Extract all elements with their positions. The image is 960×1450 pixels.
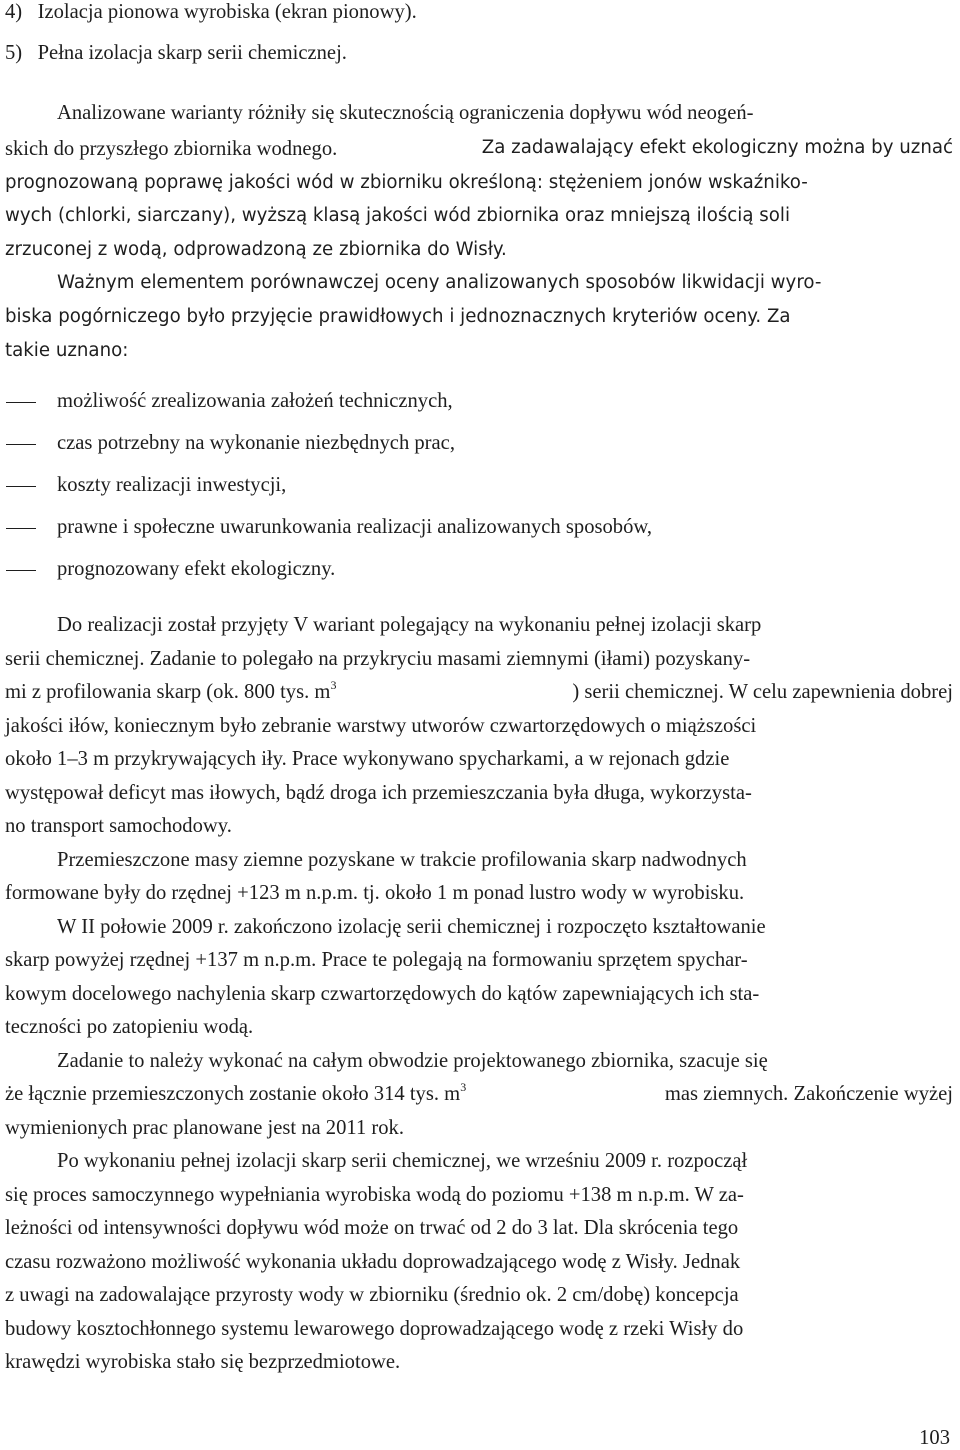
paragraph-line: serii chemicznej. Zadanie to polegało na przykryciu masami ziemnymi (iłami) pozyskany- <box>5 648 751 670</box>
paragraph-line: teczności po zatopieniu wodą. <box>5 1016 254 1038</box>
paragraph-line: takie uznano: <box>5 340 129 361</box>
paragraph-line: formowane były do rzędnej +123 m n.p.m. tj. około 1 m ponad lustro wody w wyrobisku. <box>5 882 745 904</box>
paragraph-line: występował deficyt mas iłowych, bądź droga ich przemieszczania była długa, wykorzysta- <box>5 782 752 804</box>
paragraph-line: Po wykonaniu pełnej izolacji skarp serii chemicznej, we wrześniu 2009 r. rozpoczął <box>57 1150 748 1172</box>
list-item-5: 5) Pełna izolacja skarp serii chemicznej. <box>5 42 347 64</box>
dash-bullet <box>6 486 36 487</box>
list-item-4: 4) Izolacja pionowa wyrobiska (ekran pionowy). <box>5 1 417 23</box>
criteria-item: prognozowany efekt ekologiczny. <box>57 558 336 580</box>
paragraph-line: skarp powyżej rzędnej +137 m n.p.m. Prace te polegają na formowaniu sprzętem spychar- <box>5 949 748 971</box>
paragraph-line: około 1–3 m przykrywających iły. Prace wykonywano spycharkami, a w rejonach gdzie <box>5 748 730 770</box>
paragraph-line: Przemieszczone masy ziemne pozyskane w trakcie profilowania skarp nadwodnych <box>57 849 747 871</box>
paragraph-line: biska pogórniczego było przyjęcie prawidłowych i jednoznacznych kryteriów oceny. Za <box>5 306 791 327</box>
paragraph-line: wymienionych prac planowane jest na 2011 rok. <box>5 1117 404 1139</box>
superscript: 3 <box>460 1080 467 1094</box>
criteria-item: prawne i społeczne uwarunkowania realizacji analizowanych sposobów, <box>57 516 653 538</box>
paragraph-line: Ważnym elementem porównawczej oceny analizowanych sposobów likwidacji wyro- <box>57 272 822 293</box>
paragraph-line: jakości iłów, koniecznym było zebranie warstwy utworów czwartorzędowych o miąższości <box>5 715 757 737</box>
superscript: 3 <box>330 678 337 692</box>
text-run: mi z profilowania skarp (ok. 800 tys. $m^3$ <box>5 678 337 703</box>
paragraph-line: kowym docelowego nachylenia skarp czwartorzędowych do kątów zapewniających ich sta- <box>5 983 760 1005</box>
paragraph-line: W II połowie 2009 r. zakończono izolację serii chemicznej i rozpoczęto kształtowanie <box>57 916 766 938</box>
paragraph-line: wych (chlorki, siarczany), wyższą klasą jakości wód zbiornika oraz mniejszą ilością soli <box>5 205 790 226</box>
dash-bullet <box>6 444 36 445</box>
paragraph-line: zrzuconej z wodą, odprowadzoną ze zbiornika do Wisły. <box>5 239 507 260</box>
text-run: ) serii chemicznej. W celu zapewnienia dobrej <box>572 681 953 703</box>
paragraph-line <box>5 1080 953 1105</box>
criteria-item: koszty realizacji inwestycji, <box>57 474 287 496</box>
paragraph-line: Do realizacji został przyjęty V wariant polegający na wykonaniu pełnej izolacji skarp <box>57 614 762 636</box>
text-run: skich do przyszłego zbiornika wodnego. <box>5 138 338 160</box>
paragraph-line <box>5 678 953 703</box>
text-run: Za zadawalający efekt ekologiczny można by uznać <box>481 137 953 158</box>
paragraph-line: budowy kosztochłonnego systemu lewarowego doprowadzającego wodę z rzeki Wisły do <box>5 1318 744 1340</box>
criteria-item: możliwość zrealizowania założeń technicznych, <box>57 390 453 412</box>
page-number: 103 <box>919 1427 950 1449</box>
paragraph-line: Analizowane warianty różniły się skutecznością ograniczenia dopływu wód neogeń- <box>57 102 754 124</box>
paragraph-line: się proces samoczynnego wypełniania wyrobiska wodą do poziomu +138 m n.p.m. W za- <box>5 1184 744 1206</box>
paragraph-line <box>5 139 953 160</box>
text-run: że łącznie przemieszczonych zostanie około 314 tys. $m^3$ <box>5 1080 467 1105</box>
paragraph-line: leżności od intensywności dopływu wód może on trwać od 2 do 3 lat. Dla skrócenia tego <box>5 1217 739 1239</box>
dash-bullet <box>6 528 36 529</box>
paragraph-line: z uwagi na zadowalające przyrosty wody w zbiorniku (średnio ok. 2 cm/dobę) koncepcja <box>5 1284 739 1306</box>
paragraph-line: no transport samochodowy. <box>5 815 232 837</box>
paragraph-line: krawędzi wyrobiska stało się bezprzedmiotowe. <box>5 1351 401 1373</box>
paragraph-line: prognozowaną poprawę jakości wód w zbiorniku określoną: stężeniem jonów wskaźniko- <box>5 172 808 193</box>
criteria-item: czas potrzebny na wykonanie niezbędnych prac, <box>57 432 455 454</box>
dash-bullet <box>6 570 36 571</box>
paragraph-line: czasu rozważono możliwość wykonania układu doprowadzającego wodę z Wisły. Jednak <box>5 1251 741 1273</box>
paragraph-line: Zadanie to należy wykonać na całym obwodzie projektowanego zbiornika, szacuje się <box>57 1050 768 1072</box>
dash-bullet <box>6 402 36 403</box>
text-run: mas ziemnych. Zakończenie wyżej <box>664 1083 953 1105</box>
